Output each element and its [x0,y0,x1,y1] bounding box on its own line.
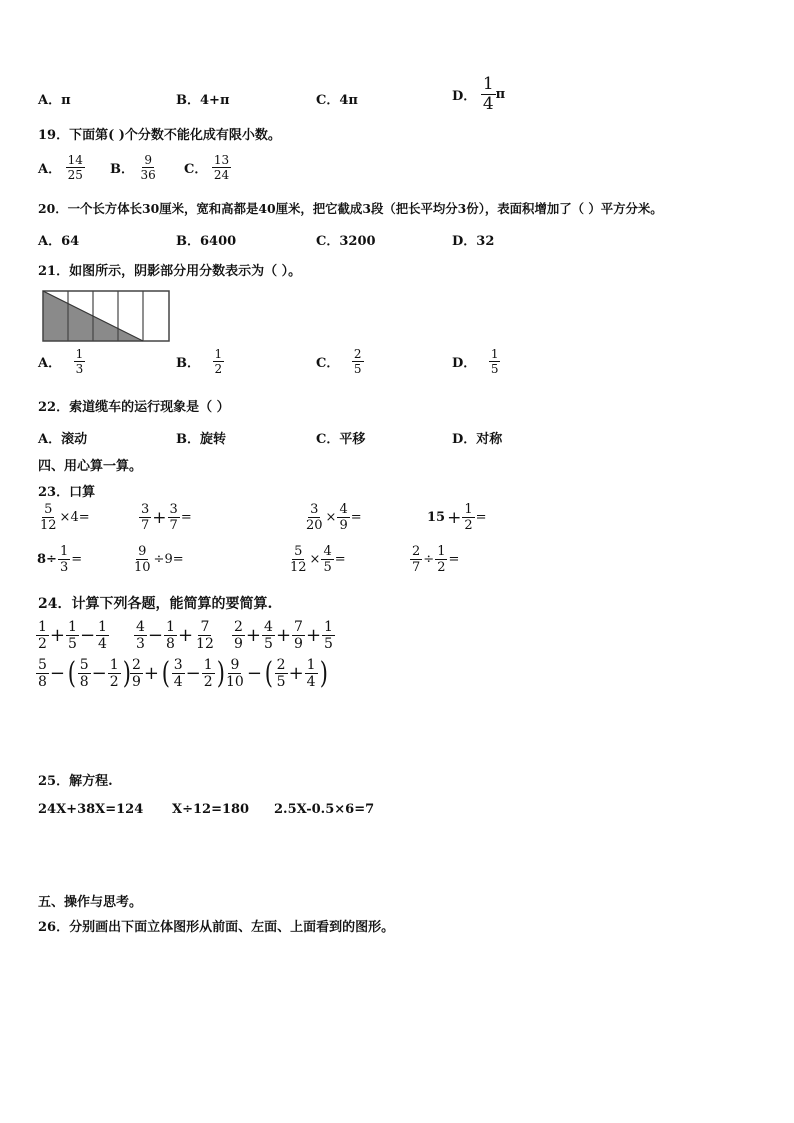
q21-option-b: B． $\frac{1}{2}$ [176,347,223,376]
q23-expr-4: 15 + $\frac{1}{2}$ = [427,502,487,533]
q20-option-c: C．3200 [316,234,376,249]
q19-option-b: B． $\frac{9}{36}$ [110,153,156,182]
q24-expr-6: $\frac{9}{10}$ −( $\frac{2}{5}$ + $\frac{1}{4}$ ) [226,655,328,691]
q23-expr-8: $\frac{2}{7}$ ÷ $\frac{1}{2}$ = [412,544,460,575]
q21-option-d: D． $\frac{1}{5}$ [452,347,499,376]
q19-text: 19．下面第( )个分数不能化成有限小数。 [38,128,281,143]
q19-option-a: A． $\frac{14}{25}$ [38,153,83,182]
q24-title: 24．计算下列各题，能简算的要简算. [38,596,273,612]
section-4-heading: 四、用心算一算。 [38,459,143,474]
q20-option-d: D．32 [452,234,495,249]
q25-equation-2: X÷12=180 [172,802,250,817]
q20-option-b: B．6400 [176,234,237,249]
q22-option-b: B．旋转 [176,432,227,447]
q25-equation-3: 2.5X-0.5×6=7 [274,802,375,817]
q24-expr-5: $\frac{2}{9}$ +( $\frac{3}{4}$ − $\frac{1}{2}$ ) [132,655,225,691]
q23-expr-1: $\frac{5}{12}$ ×4= [40,502,90,533]
q20-option-a: A．64 [38,234,80,249]
q21-text: 21．如图所示，阴影部分用分数表示为（ ）。 [38,264,302,279]
q21-option-c: C． $\frac{2}{5}$ [316,347,362,376]
q19-option-c: C． $\frac{13}{24}$ [184,153,230,182]
q18-option-a: A．π [38,93,71,108]
q25-title: 25．解方程. [38,774,113,789]
q22-text: 22．索道缆车的运行现象是（ ） [38,400,230,415]
q24-expr-4: $\frac{5}{8}$ −( $\frac{5}{8}$ − $\frac{1}{2}$ ) [38,655,131,691]
q23-expr-7: $\frac{5}{12}$ × $\frac{4}{5}$ = [290,544,346,575]
q18-option-d: D． $\frac{1}{4}$ π [452,74,506,114]
q23-expr-3: $\frac{3}{20}$ × $\frac{4}{9}$ = [306,502,362,533]
q22-option-c: C．平移 [316,432,366,447]
q24-expr-1: $\frac{1}{2}$ + $\frac{1}{5}$ − $\frac{1}{4}$ [38,619,107,652]
q21-shaded-rectangle-figure [42,290,170,342]
q25-equation-1: 24X+38X=124 [38,802,144,817]
q18-option-c: C．4π [316,93,358,108]
q23-expr-2: $\frac{3}{7}$ + $\frac{3}{7}$ = [141,502,192,533]
q18-option-b: B．4+π [176,93,230,108]
section-5-heading: 五、操作与思考。 [38,895,143,910]
q22-option-d: D．对称 [452,432,503,447]
q23-title: 23．口算 [38,485,96,500]
q20-text: 20．一个长方体长30厘米，宽和高都是40厘米，把它截成3段（把长平均分3份），表面积增加了（ ）平方分米。 [38,201,663,216]
q24-expr-3: $\frac{2}{9}$ + $\frac{4}{5}$ + $\frac{7}{9}$ + $\frac{1}{5}$ [234,619,333,652]
q23-expr-6: $\frac{9}{10}$ ÷9= [134,544,184,575]
q21-option-a: A． $\frac{1}{3}$ [38,347,84,376]
q24-expr-2: $\frac{4}{3}$ − $\frac{1}{8}$ + $\frac{7}{12}$ [136,619,214,652]
q26-text: 26．分别画出下面立体图形从前面、左面、上面看到的图形。 [38,920,395,935]
q23-expr-5: 8÷ $\frac{1}{3}$ = [37,544,83,575]
q22-option-a: A．滚动 [38,432,88,447]
